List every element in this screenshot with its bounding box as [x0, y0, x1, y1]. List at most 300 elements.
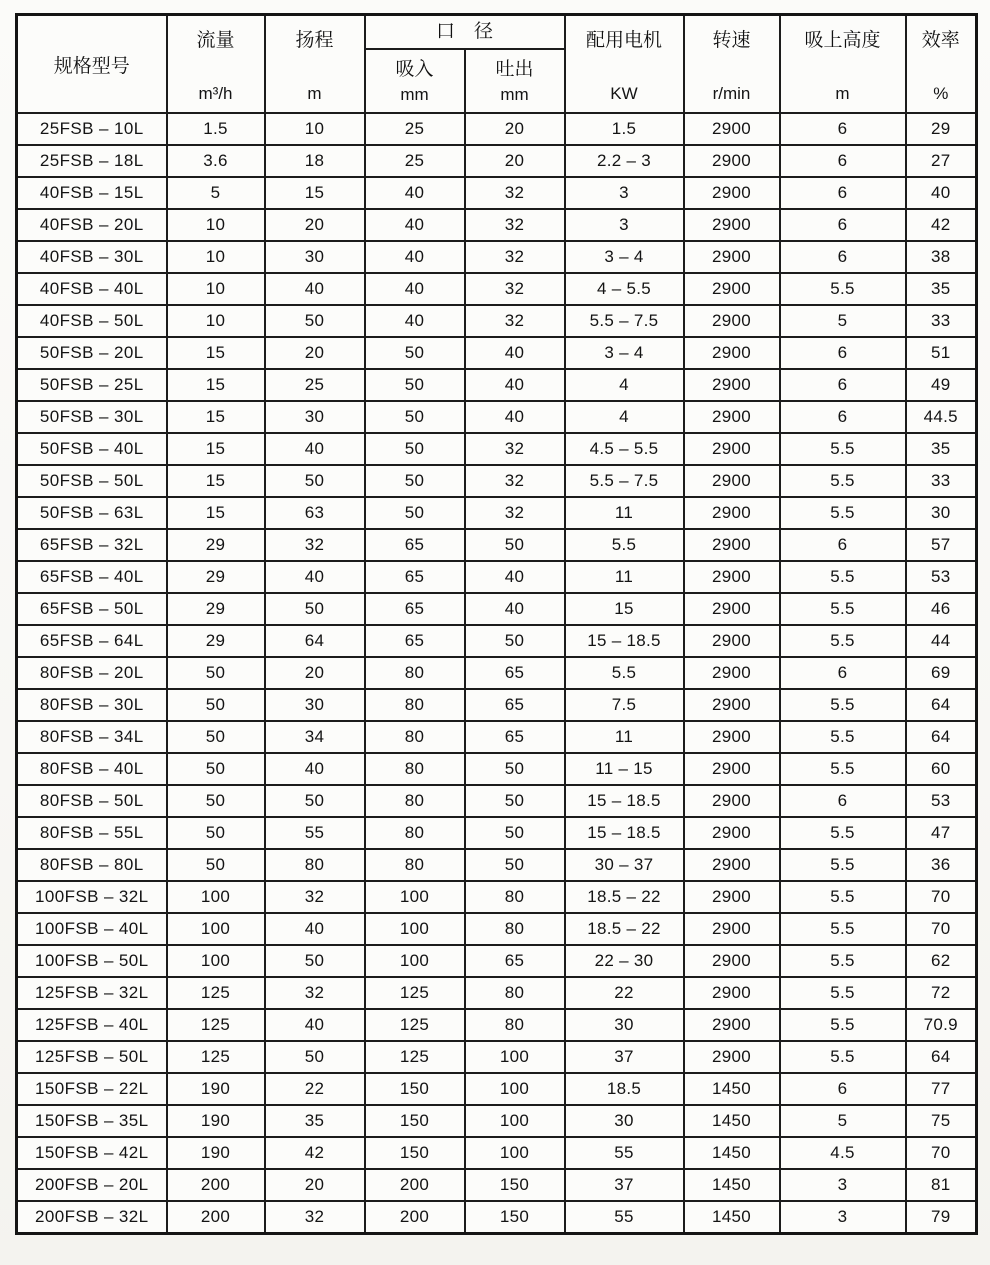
efficiency-cell: 42: [906, 209, 977, 241]
table-row: [17, 241, 977, 273]
motor-power-cell: 30: [565, 1009, 684, 1041]
motor-power-cell: 3: [565, 209, 684, 241]
suction-bore-cell: 125: [365, 977, 465, 1009]
motor-power-cell: 37: [565, 1169, 684, 1201]
efficiency-cell: 33: [906, 305, 977, 337]
suction-bore-cell: 50: [365, 369, 465, 401]
model-cell: 65FSB – 64L: [17, 625, 167, 657]
suction-bore-cell: 150: [365, 1073, 465, 1105]
table-row: [17, 753, 977, 785]
suction-lift-cell: 6: [780, 785, 906, 817]
motor-power-cell: 18.5 – 22: [565, 913, 684, 945]
suction-lift-cell: 6: [780, 113, 906, 145]
head-cell: 50: [265, 1041, 365, 1073]
motor-power-cell: 15 – 18.5: [565, 625, 684, 657]
model-cell: 80FSB – 80L: [17, 849, 167, 881]
motor-power-cell: 5.5 – 7.5: [565, 465, 684, 497]
model-cell: 125FSB – 32L: [17, 977, 167, 1009]
model-cell: 40FSB – 15L: [17, 177, 167, 209]
suction-bore-cell: 40: [365, 273, 465, 305]
efficiency-cell: 77: [906, 1073, 977, 1105]
discharge-bore-cell: 40: [465, 561, 565, 593]
flow-cell: 190: [167, 1137, 265, 1169]
motor-power-cell: 4 – 5.5: [565, 273, 684, 305]
suction-bore-cell: 40: [365, 241, 465, 273]
head-cell: 20: [265, 337, 365, 369]
head-cell: 50: [265, 305, 365, 337]
flow-cell: 15: [167, 497, 265, 529]
header-head-label: 扬程: [295, 30, 334, 51]
flow-cell: 200: [167, 1169, 265, 1201]
header-flow-label: 流量: [196, 30, 235, 51]
table-row: [17, 337, 977, 369]
motor-power-cell: 3: [565, 177, 684, 209]
header-bore-discharge: [464, 50, 564, 112]
speed-cell: 1450: [684, 1169, 780, 1201]
flow-cell: 15: [167, 465, 265, 497]
head-cell: 40: [265, 913, 365, 945]
model-cell: 125FSB – 40L: [17, 1009, 167, 1041]
model-cell: 200FSB – 32L: [17, 1201, 167, 1233]
motor-power-cell: 11 – 15: [565, 753, 684, 785]
suction-bore-cell: 25: [365, 145, 465, 177]
efficiency-cell: 57: [906, 529, 977, 561]
model-cell: 80FSB – 34L: [17, 721, 167, 753]
suction-lift-cell: 5.5: [780, 913, 906, 945]
head-cell: 34: [265, 721, 365, 753]
header-suction-lift-label: 吸上高度: [804, 30, 881, 51]
head-cell: 35: [265, 1105, 365, 1137]
model-cell: 80FSB – 30L: [17, 689, 167, 721]
motor-power-cell: 5.5: [565, 657, 684, 689]
motor-power-cell: 1.5: [565, 113, 684, 145]
table-row: [17, 433, 977, 465]
model-cell: 80FSB – 55L: [17, 817, 167, 849]
header-bore-label: 口 径: [366, 16, 564, 50]
speed-cell: 2900: [684, 177, 780, 209]
model-cell: 50FSB – 30L: [17, 401, 167, 433]
suction-lift-cell: 5.5: [780, 593, 906, 625]
efficiency-cell: 46: [906, 593, 977, 625]
suction-bore-cell: 50: [365, 337, 465, 369]
suction-bore-cell: 125: [365, 1041, 465, 1073]
head-cell: 32: [265, 1201, 365, 1233]
suction-bore-cell: 65: [365, 593, 465, 625]
suction-lift-cell: 5.5: [780, 753, 906, 785]
speed-cell: 2900: [684, 113, 780, 145]
head-cell: 80: [265, 849, 365, 881]
suction-bore-cell: 150: [365, 1105, 465, 1137]
table-row: [17, 1009, 977, 1041]
suction-bore-cell: 40: [365, 177, 465, 209]
header-speed-unit: r/min: [712, 84, 751, 103]
efficiency-cell: 70: [906, 913, 977, 945]
table-row: [17, 689, 977, 721]
efficiency-cell: 51: [906, 337, 977, 369]
suction-bore-cell: 80: [365, 849, 465, 881]
speed-cell: 2900: [684, 593, 780, 625]
table-row: [17, 401, 977, 433]
motor-power-cell: 30: [565, 1105, 684, 1137]
speed-cell: 1450: [684, 1105, 780, 1137]
motor-power-cell: 55: [565, 1137, 684, 1169]
discharge-bore-cell: 32: [465, 273, 565, 305]
speed-cell: 2900: [684, 625, 780, 657]
suction-lift-cell: 6: [780, 369, 906, 401]
motor-power-cell: 2.2 – 3: [565, 145, 684, 177]
table-row: [17, 593, 977, 625]
suction-lift-cell: 3: [780, 1169, 906, 1201]
table-row: [17, 305, 977, 337]
flow-cell: 15: [167, 401, 265, 433]
suction-lift-cell: 5.5: [780, 497, 906, 529]
flow-cell: 125: [167, 1009, 265, 1041]
suction-lift-cell: 5.5: [780, 817, 906, 849]
efficiency-cell: 38: [906, 241, 977, 273]
suction-bore-cell: 65: [365, 529, 465, 561]
head-cell: 40: [265, 433, 365, 465]
flow-cell: 15: [167, 337, 265, 369]
suction-lift-cell: 5: [780, 1105, 906, 1137]
speed-cell: 2900: [684, 433, 780, 465]
table-header: [17, 15, 977, 114]
suction-bore-cell: 65: [365, 625, 465, 657]
suction-bore-cell: 80: [365, 785, 465, 817]
model-cell: 40FSB – 30L: [17, 241, 167, 273]
suction-lift-cell: 5.5: [780, 465, 906, 497]
motor-power-cell: 4.5 – 5.5: [565, 433, 684, 465]
table-row: [17, 657, 977, 689]
model-cell: 25FSB – 10L: [17, 113, 167, 145]
efficiency-cell: 33: [906, 465, 977, 497]
suction-bore-cell: 100: [365, 913, 465, 945]
spec-table-body: [17, 113, 977, 1233]
discharge-bore-cell: 80: [465, 1009, 565, 1041]
model-cell: 65FSB – 32L: [17, 529, 167, 561]
efficiency-cell: 69: [906, 657, 977, 689]
pump-spec-table: [15, 13, 978, 1235]
header-flow-unit: m³/h: [198, 84, 233, 103]
efficiency-cell: 79: [906, 1201, 977, 1233]
flow-cell: 125: [167, 977, 265, 1009]
efficiency-cell: 35: [906, 273, 977, 305]
head-cell: 63: [265, 497, 365, 529]
head-cell: 25: [265, 369, 365, 401]
model-cell: 50FSB – 63L: [17, 497, 167, 529]
header-head: [265, 15, 365, 114]
discharge-bore-cell: 80: [465, 977, 565, 1009]
suction-lift-cell: 6: [780, 209, 906, 241]
motor-power-cell: 5.5: [565, 529, 684, 561]
efficiency-cell: 35: [906, 433, 977, 465]
speed-cell: 2900: [684, 273, 780, 305]
head-cell: 40: [265, 561, 365, 593]
suction-lift-cell: 5.5: [780, 689, 906, 721]
table-row: [17, 817, 977, 849]
header-motor: [565, 15, 684, 114]
flow-cell: 10: [167, 241, 265, 273]
model-cell: 150FSB – 42L: [17, 1137, 167, 1169]
discharge-bore-cell: 50: [465, 849, 565, 881]
header-speed-label: 转速: [712, 30, 751, 51]
discharge-bore-cell: 65: [465, 657, 565, 689]
suction-lift-cell: 5.5: [780, 1009, 906, 1041]
table-row: [17, 177, 977, 209]
speed-cell: 2900: [684, 561, 780, 593]
efficiency-cell: 40: [906, 177, 977, 209]
speed-cell: 2900: [684, 305, 780, 337]
table-row: [17, 273, 977, 305]
flow-cell: 100: [167, 913, 265, 945]
model-cell: 80FSB – 20L: [17, 657, 167, 689]
efficiency-cell: 72: [906, 977, 977, 1009]
discharge-bore-cell: 32: [465, 433, 565, 465]
model-cell: 50FSB – 20L: [17, 337, 167, 369]
discharge-bore-cell: 50: [465, 753, 565, 785]
suction-bore-cell: 150: [365, 1137, 465, 1169]
discharge-bore-cell: 100: [465, 1105, 565, 1137]
speed-cell: 2900: [684, 945, 780, 977]
model-cell: 40FSB – 20L: [17, 209, 167, 241]
speed-cell: 2900: [684, 721, 780, 753]
motor-power-cell: 55: [565, 1201, 684, 1233]
header-motor-label: 配用电机: [585, 30, 662, 51]
motor-power-cell: 37: [565, 1041, 684, 1073]
discharge-bore-cell: 50: [465, 625, 565, 657]
head-cell: 30: [265, 689, 365, 721]
table-row: [17, 1073, 977, 1105]
motor-power-cell: 15 – 18.5: [565, 817, 684, 849]
discharge-bore-cell: 32: [465, 209, 565, 241]
motor-power-cell: 15 – 18.5: [565, 785, 684, 817]
flow-cell: 50: [167, 689, 265, 721]
speed-cell: 2900: [684, 1009, 780, 1041]
flow-cell: 3.6: [167, 145, 265, 177]
speed-cell: 1450: [684, 1073, 780, 1105]
speed-cell: 2900: [684, 913, 780, 945]
model-cell: 80FSB – 40L: [17, 753, 167, 785]
table-row: [17, 113, 977, 145]
head-cell: 50: [265, 945, 365, 977]
table-row: [17, 1169, 977, 1201]
flow-cell: 5: [167, 177, 265, 209]
suction-lift-cell: 6: [780, 337, 906, 369]
table-row: [17, 625, 977, 657]
suction-bore-cell: 50: [365, 401, 465, 433]
header-model-label: 规格型号: [53, 55, 130, 77]
motor-power-cell: 18.5 – 22: [565, 881, 684, 913]
efficiency-cell: 70: [906, 1137, 977, 1169]
suction-lift-cell: 5.5: [780, 625, 906, 657]
model-cell: 25FSB – 18L: [17, 145, 167, 177]
speed-cell: 1450: [684, 1137, 780, 1169]
table-row: [17, 561, 977, 593]
speed-cell: 2900: [684, 209, 780, 241]
header-bore-suction-unit: mm: [400, 85, 429, 104]
motor-power-cell: 3 – 4: [565, 337, 684, 369]
suction-lift-cell: 5: [780, 305, 906, 337]
flow-cell: 10: [167, 273, 265, 305]
table-row: [17, 977, 977, 1009]
flow-cell: 50: [167, 817, 265, 849]
motor-power-cell: 7.5: [565, 689, 684, 721]
efficiency-cell: 53: [906, 785, 977, 817]
model-cell: 80FSB – 50L: [17, 785, 167, 817]
speed-cell: 2900: [684, 1041, 780, 1073]
head-cell: 32: [265, 977, 365, 1009]
table-row: [17, 465, 977, 497]
speed-cell: 2900: [684, 881, 780, 913]
discharge-bore-cell: 65: [465, 689, 565, 721]
discharge-bore-cell: 65: [465, 721, 565, 753]
head-cell: 42: [265, 1137, 365, 1169]
suction-lift-cell: 5.5: [780, 849, 906, 881]
head-cell: 32: [265, 529, 365, 561]
flow-cell: 190: [167, 1105, 265, 1137]
suction-bore-cell: 80: [365, 657, 465, 689]
suction-lift-cell: 6: [780, 401, 906, 433]
efficiency-cell: 64: [906, 1041, 977, 1073]
head-cell: 18: [265, 145, 365, 177]
head-cell: 40: [265, 273, 365, 305]
efficiency-cell: 60: [906, 753, 977, 785]
suction-bore-cell: 80: [365, 753, 465, 785]
discharge-bore-cell: 40: [465, 593, 565, 625]
speed-cell: 2900: [684, 337, 780, 369]
motor-power-cell: 18.5: [565, 1073, 684, 1105]
speed-cell: 2900: [684, 241, 780, 273]
speed-cell: 2900: [684, 977, 780, 1009]
suction-lift-cell: 5.5: [780, 561, 906, 593]
speed-cell: 2900: [684, 817, 780, 849]
head-cell: 40: [265, 753, 365, 785]
flow-cell: 29: [167, 529, 265, 561]
header-flow: [167, 15, 265, 114]
suction-bore-cell: 80: [365, 721, 465, 753]
motor-power-cell: 22 – 30: [565, 945, 684, 977]
discharge-bore-cell: 20: [465, 145, 565, 177]
suction-lift-cell: 5.5: [780, 945, 906, 977]
discharge-bore-cell: 50: [465, 529, 565, 561]
suction-bore-cell: 25: [365, 113, 465, 145]
discharge-bore-cell: 20: [465, 113, 565, 145]
head-cell: 20: [265, 1169, 365, 1201]
motor-power-cell: 15: [565, 593, 684, 625]
flow-cell: 200: [167, 1201, 265, 1233]
flow-cell: 50: [167, 849, 265, 881]
model-cell: 100FSB – 40L: [17, 913, 167, 945]
flow-cell: 1.5: [167, 113, 265, 145]
head-cell: 15: [265, 177, 365, 209]
head-cell: 50: [265, 593, 365, 625]
suction-lift-cell: 6: [780, 177, 906, 209]
flow-cell: 29: [167, 625, 265, 657]
suction-bore-cell: 40: [365, 305, 465, 337]
discharge-bore-cell: 80: [465, 913, 565, 945]
head-cell: 32: [265, 881, 365, 913]
motor-power-cell: 11: [565, 497, 684, 529]
efficiency-cell: 70: [906, 881, 977, 913]
motor-power-cell: 3 – 4: [565, 241, 684, 273]
speed-cell: 2900: [684, 145, 780, 177]
table-row: [17, 209, 977, 241]
speed-cell: 2900: [684, 497, 780, 529]
efficiency-cell: 70.9: [906, 1009, 977, 1041]
flow-cell: 100: [167, 881, 265, 913]
table-row: [17, 1201, 977, 1233]
head-cell: 30: [265, 401, 365, 433]
flow-cell: 15: [167, 369, 265, 401]
suction-lift-cell: 4.5: [780, 1137, 906, 1169]
suction-lift-cell: 6: [780, 241, 906, 273]
discharge-bore-cell: 80: [465, 881, 565, 913]
suction-bore-cell: 50: [365, 465, 465, 497]
speed-cell: 2900: [684, 785, 780, 817]
table-row: [17, 1041, 977, 1073]
model-cell: 100FSB – 32L: [17, 881, 167, 913]
table-row: [17, 145, 977, 177]
head-cell: 55: [265, 817, 365, 849]
head-cell: 20: [265, 657, 365, 689]
discharge-bore-cell: 50: [465, 785, 565, 817]
discharge-bore-cell: 50: [465, 817, 565, 849]
head-cell: 50: [265, 785, 365, 817]
header-bore-suction: [366, 50, 464, 112]
table-row: [17, 785, 977, 817]
efficiency-cell: 49: [906, 369, 977, 401]
motor-power-cell: 4: [565, 369, 684, 401]
suction-bore-cell: 100: [365, 881, 465, 913]
flow-cell: 50: [167, 657, 265, 689]
suction-bore-cell: 100: [365, 945, 465, 977]
speed-cell: 2900: [684, 465, 780, 497]
suction-lift-cell: 3: [780, 1201, 906, 1233]
table-row: [17, 849, 977, 881]
discharge-bore-cell: 100: [465, 1137, 565, 1169]
head-cell: 40: [265, 1009, 365, 1041]
table-row: [17, 721, 977, 753]
efficiency-cell: 30: [906, 497, 977, 529]
efficiency-cell: 27: [906, 145, 977, 177]
model-cell: 150FSB – 35L: [17, 1105, 167, 1137]
flow-cell: 50: [167, 721, 265, 753]
head-cell: 22: [265, 1073, 365, 1105]
model-cell: 50FSB – 50L: [17, 465, 167, 497]
suction-bore-cell: 80: [365, 689, 465, 721]
discharge-bore-cell: 32: [465, 305, 565, 337]
speed-cell: 2900: [684, 689, 780, 721]
speed-cell: 2900: [684, 657, 780, 689]
header-motor-unit: KW: [610, 84, 638, 103]
discharge-bore-cell: 40: [465, 337, 565, 369]
suction-lift-cell: 5.5: [780, 721, 906, 753]
flow-cell: 10: [167, 305, 265, 337]
header-speed: [684, 15, 780, 114]
suction-lift-cell: 5.5: [780, 881, 906, 913]
header-efficiency-label: 效率: [921, 30, 960, 51]
flow-cell: 190: [167, 1073, 265, 1105]
model-cell: 100FSB – 50L: [17, 945, 167, 977]
suction-lift-cell: 5.5: [780, 1041, 906, 1073]
efficiency-cell: 64: [906, 721, 977, 753]
discharge-bore-cell: 32: [465, 177, 565, 209]
header-model: [17, 15, 167, 114]
discharge-bore-cell: 32: [465, 497, 565, 529]
speed-cell: 2900: [684, 753, 780, 785]
discharge-bore-cell: 150: [465, 1169, 565, 1201]
head-cell: 50: [265, 465, 365, 497]
motor-power-cell: 30 – 37: [565, 849, 684, 881]
